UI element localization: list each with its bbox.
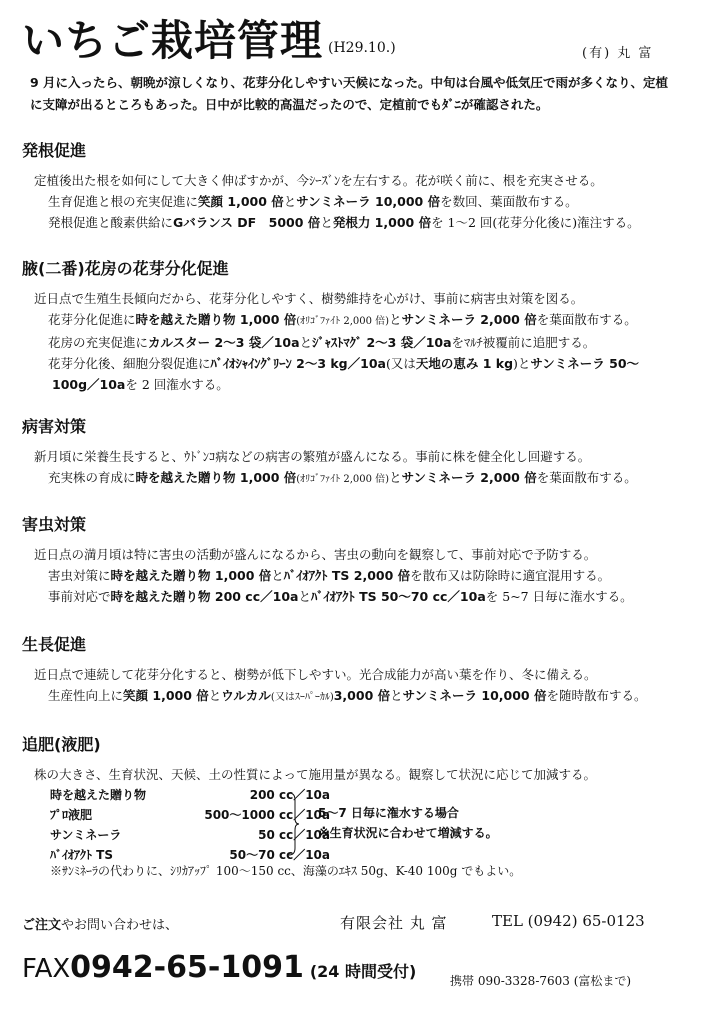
product-name: 発根力 1,000 倍: [332, 215, 432, 230]
product-name: ﾊﾞｲｵｱｸﾄ TS 2,000 倍: [283, 568, 411, 583]
body-text: (又は: [385, 356, 416, 371]
tel-number: TEL (0942) 65-0123: [492, 912, 645, 930]
section-heading: 腋(二番)花房の花芽分化促進: [22, 259, 229, 278]
product-name: サンミネーラ 2,000 倍: [401, 470, 537, 485]
body-text: を 2 回潅水する。: [125, 377, 229, 392]
order-label: ご注文: [22, 918, 62, 933]
body-text: を散布又は防除時に適宜混用する。: [410, 568, 611, 583]
section-heading: 病害対策: [22, 417, 87, 436]
body-text: を随時散布する。: [546, 688, 647, 703]
product-name: 時を越えた贈り物: [50, 788, 147, 802]
body-text: 事前対応で: [48, 589, 111, 604]
product-amount: 200 cc／10a: [249, 788, 330, 802]
product-name: サンミネーラ 50～: [530, 356, 640, 371]
body-text: と: [320, 215, 333, 230]
fax-number: 0942-65-1091: [70, 950, 304, 985]
body-text: を葉面散布する。: [536, 312, 637, 327]
product-name: 時を越えた贈り物 1,000 倍: [135, 470, 297, 485]
body-text: と: [299, 335, 313, 350]
body-text: 充実株の育成に: [48, 470, 136, 485]
body-text: 発根促進と酸素供給に: [48, 215, 174, 230]
product-name: サンミネーラ 10,000 倍: [402, 688, 547, 703]
product-name: 時を越えた贈り物 1,000 倍: [110, 568, 272, 583]
product-name: 笑顔 1,000 倍: [123, 688, 209, 703]
section-topdressing: [22, 734, 712, 785]
body-text: と: [389, 312, 402, 327]
product-name: 笑顔 1,000 倍: [198, 194, 284, 209]
intro-line: に支障が出るところもあった。日中が比較的高温だったので、定植前でもﾀﾞﾆが確認された。: [30, 97, 549, 112]
section-heading: 発根促進: [22, 141, 87, 160]
product-name: 時を越えた贈り物 1,000 倍: [135, 312, 297, 327]
section-axillary-flower: [22, 258, 712, 395]
product-amount: 3,000 倍: [333, 688, 391, 703]
body-text: をﾏﾙﾁ被覆前に追肥する。: [451, 335, 596, 350]
body-text: 花芽分化促進に: [48, 312, 136, 327]
section-growth: [22, 634, 712, 708]
note-line: ※生育状況に合わせて増減する。: [318, 826, 498, 840]
body-text: と: [389, 470, 402, 485]
body-line: [22, 565, 712, 586]
product-name: ﾊﾞｲｵｱｸﾄ TS: [50, 848, 114, 862]
document-date: (H29.10.): [328, 40, 396, 56]
section-heading: 追肥(液肥): [22, 735, 101, 754]
body-line: 近日点の満月頃は特に害虫の活動が盛んになるから、害虫の動向を観察して、事前対応で予防する。: [34, 547, 597, 562]
section-pest: [22, 514, 712, 607]
section-body: [22, 544, 712, 607]
footnote: ※ｻﾝﾐﾈｰﾗの代わりに、ｼﾘｶｱｯﾌﾟ 100～150 cc、海藻のｴｷｽ 50g、K-40 100g でもよい。: [50, 864, 522, 878]
company-short-name: (有) 丸 富: [582, 46, 654, 61]
body-line: 近日点で生殖生長傾向だから、花芽分化しやすく、樹勢維持を心がけ、事前に病害虫対策を図る。: [34, 291, 584, 306]
body-text: と: [390, 688, 403, 703]
body-text: 生産性向上に: [48, 688, 124, 703]
product-amount: 500～1000 cc／10a: [204, 808, 330, 822]
body-text: 生育促進と根の充実促進に: [48, 194, 199, 209]
inquiry-text: やお問い合わせは、: [61, 918, 179, 933]
intro-paragraph: [30, 72, 710, 116]
body-line: [22, 309, 712, 332]
body-line: [22, 332, 712, 353]
page-title: いちご栽培管理: [22, 16, 324, 65]
body-line: 株の大きさ、生育状況、天候、土の性質によって施用量が異なる。観察して状況に応じて加減する。: [34, 767, 597, 782]
product-amount: 50～70 cc／10a: [229, 848, 330, 862]
product-amount: 100g／10a: [52, 377, 126, 392]
body-line: [22, 685, 712, 708]
body-text: を数回、葉面散布する。: [440, 194, 578, 209]
body-line: [22, 353, 712, 374]
body-line: 定植後出た根を如何にして大きく伸ばすかが、今ｼｰｽﾞﾝを左右する。花が咲く前に、根を充実させる。: [34, 173, 603, 188]
table-note: [318, 803, 498, 843]
mobile-number: 携帯 090-3328-7603 (富松まで): [450, 974, 632, 988]
contact-prompt: [22, 914, 178, 933]
body-text: (ｵﾘｺﾞﾌｧｲﾄ 2,000 倍): [296, 316, 390, 327]
section-rooting: [22, 140, 712, 233]
section-body: [22, 170, 712, 233]
product-name: ﾊﾞｲｵｼｬｲﾝｸﾞﾘｰﾝ 2～3 kg／10a: [210, 356, 386, 371]
fax-label: FAX: [22, 954, 71, 984]
product-name: 時を越えた贈り物 200 cc／10a: [110, 589, 299, 604]
right-brace-icon: [288, 792, 300, 856]
body-text: と: [298, 589, 311, 604]
body-line: 近日点で連続して花芽分化すると、樹勢が低下しやすい。光合成能力が高い葉を作り、冬に備える。: [34, 667, 597, 682]
body-text: 花芽分化後、細胞分裂促進に: [48, 356, 211, 371]
body-line: 新月頃に栄養生長すると、ｳﾄﾞﾝｺ病などの病害の繁殖が盛んになる。事前に株を健全化し回避する。: [34, 449, 591, 464]
product-name: ｼﾞｬｽﾄﾏｸﾞ 2～3 袋／10a: [312, 335, 452, 350]
body-text: と: [271, 568, 284, 583]
product-name: サンミネーラ 10,000 倍: [296, 194, 441, 209]
section-body: [22, 664, 712, 708]
body-text: を 5~7 日毎に潅水する。: [485, 589, 633, 604]
body-text: と: [208, 688, 222, 703]
body-text: 害虫対策に: [48, 568, 111, 583]
section-body: [22, 446, 712, 490]
body-text: (ｵﾘｺﾞﾌｧｲﾄ 2,000 倍): [296, 474, 390, 485]
company-name: 有限会社 丸 富: [340, 914, 448, 932]
section-body: [22, 764, 712, 785]
body-text: 花房の充実促進に: [48, 335, 149, 350]
intro-line: 9 月に入ったら、朝晩が涼しくなり、花芽分化しやすい天候になった。中旬は台風や低気圧で雨が多くなり、定植: [30, 75, 669, 90]
body-text: (又はｽｰﾊﾟｰｶﾙ): [270, 692, 334, 703]
body-text: と: [283, 194, 297, 209]
body-line: [22, 586, 712, 607]
body-line: [22, 191, 712, 212]
product-name: サンミネーラ: [50, 828, 122, 842]
body-text: を葉面散布する。: [536, 470, 637, 485]
product-name: ウルカル: [221, 688, 271, 703]
body-text: を 1～2 回(花芽分化後に)潅注する。: [431, 215, 640, 230]
product-name: 天地の恵み 1 kg: [415, 356, 514, 371]
product-name: サンミネーラ 2,000 倍: [401, 312, 537, 327]
product-name: ﾊﾞｲｵｱｸﾄ TS 50～70 cc／10a: [310, 589, 486, 604]
note-line: 5～7 日毎に潅水する場合: [318, 806, 459, 820]
product-name: Gバランス DF 5000 倍: [173, 215, 321, 230]
body-line: [22, 212, 712, 233]
section-body: [22, 288, 712, 395]
product-amount: 50 cc／10a: [258, 828, 330, 842]
fax-line: [22, 950, 416, 985]
header: [22, 14, 702, 74]
section-heading: 害虫対策: [22, 515, 87, 534]
product-name: カルスター 2～3 袋／10a: [148, 335, 300, 350]
section-disease: [22, 416, 712, 490]
body-line: [22, 467, 712, 490]
body-line: [22, 374, 712, 395]
fax-hours: (24 時間受付): [309, 962, 417, 981]
body-text: )と: [513, 356, 531, 371]
section-heading: 生長促進: [22, 635, 87, 654]
product-name: ﾌﾟﾛ液肥: [50, 808, 93, 822]
